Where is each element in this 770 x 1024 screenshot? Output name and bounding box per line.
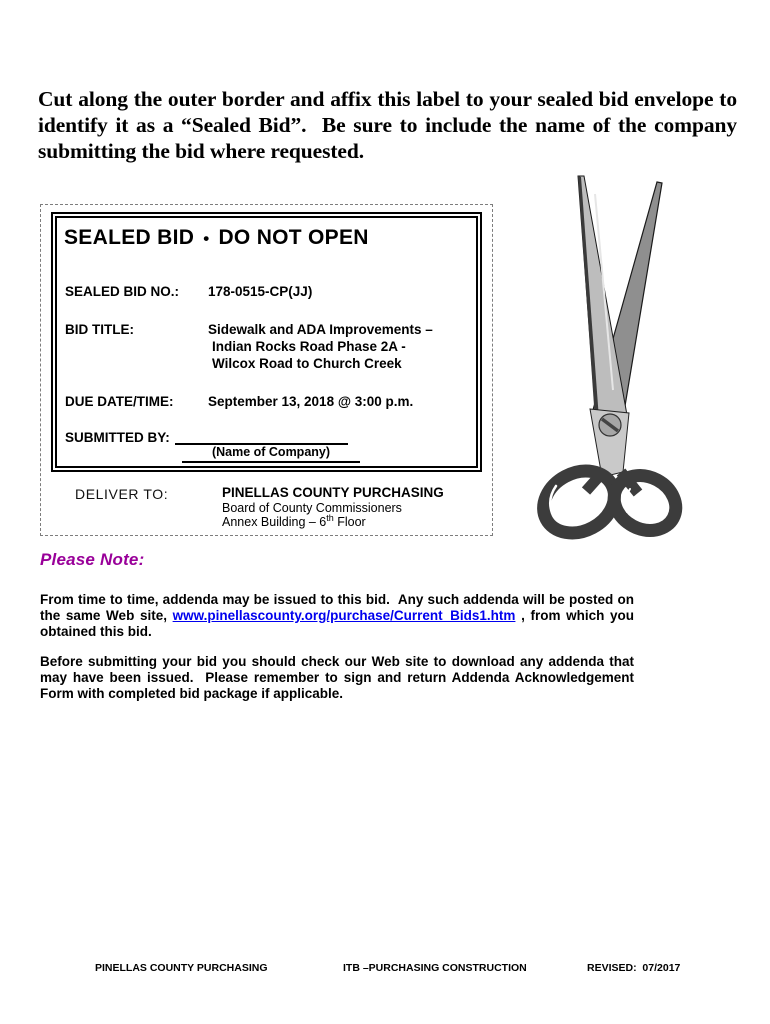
before-submitting-paragraph: Before submitting your bid you should check our Web site to download any addenda that may have been issued. Please remember to sign and return Addenda Acknowledgement Form with completed bid package if applicable. bbox=[40, 654, 634, 701]
sealed-bid-no-label: SEALED BID NO.: bbox=[65, 284, 180, 299]
bid-title-row bbox=[57, 321, 476, 372]
scissors-right-handle bbox=[605, 465, 686, 541]
sealed-bid-no-row bbox=[57, 284, 476, 300]
footer-right: REVISED: 07/2017 bbox=[587, 962, 681, 974]
bid-title-label: BID TITLE: bbox=[65, 322, 134, 337]
box-title-warning: DO NOT OPEN bbox=[218, 226, 369, 249]
page-footer bbox=[0, 962, 770, 976]
footer-left: PINELLAS COUNTY PURCHASING bbox=[95, 962, 268, 974]
submitted-by-field[interactable] bbox=[175, 428, 348, 445]
deliver-to-dept: Board of County Commissioners bbox=[222, 501, 402, 515]
deliver-to-row bbox=[41, 485, 492, 529]
bid-title-line-3: Wilcox Road to Church Creek bbox=[212, 356, 402, 371]
name-of-company-caption: (Name of Company) bbox=[182, 445, 360, 463]
box-title bbox=[64, 226, 476, 251]
footer-center: ITB –PURCHASING CONSTRUCTION bbox=[343, 962, 527, 974]
submitted-by-label: SUBMITTED BY: bbox=[65, 430, 170, 445]
deliver-to-value bbox=[222, 485, 492, 529]
box-title-text: SEALED BID bbox=[64, 226, 195, 249]
bid-title-line-2: Indian Rocks Road Phase 2A - bbox=[212, 339, 406, 354]
please-note-heading: Please Note: bbox=[40, 550, 145, 569]
due-date-row bbox=[57, 394, 476, 410]
due-date-value: September 13, 2018 @ 3:00 p.m. bbox=[208, 394, 414, 409]
addenda-paragraph: From time to time, addenda may be issued to this bid. Any such addenda will be posted on the same Web site, www.pinellascounty.org/purchase/Current_Bids1.htm , from which you obtained this bid. bbox=[40, 592, 634, 639]
deliver-to-org: PINELLAS COUNTY PURCHASING bbox=[222, 485, 444, 500]
deliver-to-address: Annex Building – 6th Floor bbox=[222, 512, 366, 529]
submitted-by-row bbox=[57, 428, 476, 445]
bid-title-value bbox=[208, 321, 476, 372]
sealed-bid-cut-label bbox=[40, 204, 493, 536]
deliver-to-label: DELIVER TO: bbox=[75, 486, 169, 502]
scissors-image bbox=[533, 172, 693, 554]
due-date-label: DUE DATE/TIME: bbox=[65, 394, 174, 409]
bullet-icon: • bbox=[203, 229, 210, 248]
sealed-bid-no-value: 178-0515-CP(JJ) bbox=[208, 284, 313, 299]
sealed-bid-inner-box bbox=[51, 212, 482, 472]
ordinal-superscript: th bbox=[326, 512, 334, 523]
intro-paragraph: Cut along the outer border and affix this label to your sealed bid envelope to identify it as a “Sealed Bid”. Be sure to include the name of the company submitting the bid where requested. bbox=[38, 87, 737, 163]
scissors-left-blade bbox=[578, 176, 627, 420]
current-bids-link[interactable]: www.pinellascounty.org/purchase/Current_Bids1.htm bbox=[172, 607, 516, 623]
bid-title-line-1: Sidewalk and ADA Improvements – bbox=[208, 322, 433, 337]
